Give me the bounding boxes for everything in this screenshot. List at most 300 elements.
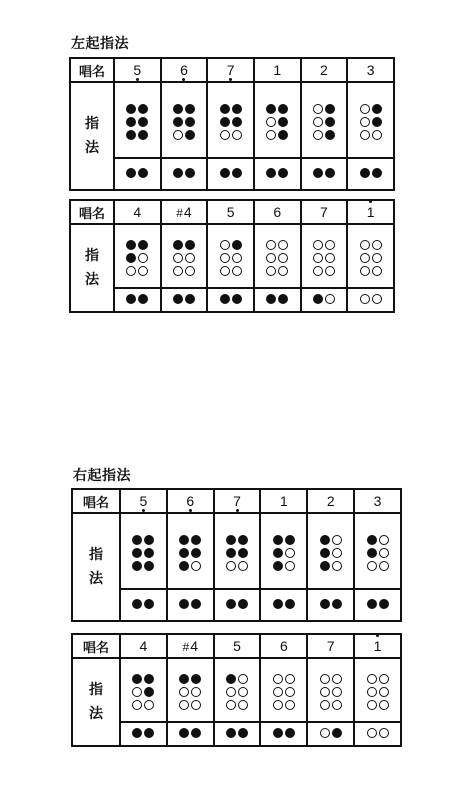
holes-cell	[167, 658, 214, 722]
holes-cell	[354, 722, 401, 746]
bottom-holes	[132, 728, 154, 738]
note-cell	[354, 634, 401, 658]
top-holes	[360, 104, 382, 140]
open-hole-icon	[313, 117, 323, 127]
top-holes	[220, 104, 242, 140]
hole-row	[360, 240, 382, 250]
note-cell	[307, 634, 354, 658]
bottom-holes-row	[70, 158, 394, 190]
top-holes	[220, 240, 242, 276]
top-holes	[360, 240, 382, 276]
open-hole-icon	[313, 104, 323, 114]
closed-hole-icon	[367, 548, 377, 558]
bottom-holes-row	[72, 722, 401, 746]
open-hole-icon	[332, 700, 342, 710]
note-cell	[307, 489, 354, 513]
note-name	[273, 204, 281, 220]
open-hole-icon	[232, 130, 242, 140]
fingering-label	[72, 658, 120, 746]
closed-hole-icon	[126, 294, 136, 304]
hole-row	[266, 130, 288, 140]
hole-row	[320, 548, 342, 558]
holes-cell	[260, 589, 307, 621]
open-hole-icon	[285, 548, 295, 558]
holes-cell	[167, 513, 214, 589]
closed-hole-icon	[179, 548, 189, 558]
open-hole-icon	[226, 700, 236, 710]
fingering-table	[69, 199, 395, 313]
open-hole-icon	[367, 700, 377, 710]
open-hole-icon	[332, 535, 342, 545]
hole-row	[360, 130, 382, 140]
closed-hole-icon	[278, 104, 288, 114]
closed-hole-icon	[232, 294, 242, 304]
open-hole-icon	[360, 104, 370, 114]
hole-row	[226, 700, 248, 710]
closed-hole-icon	[232, 104, 242, 114]
note-name	[140, 493, 148, 509]
open-hole-icon	[285, 674, 295, 684]
hole-row	[179, 687, 201, 697]
note-number: 1	[373, 638, 382, 654]
hole-row	[273, 687, 295, 697]
top-holes	[367, 535, 389, 571]
open-hole-icon	[313, 130, 323, 140]
closed-hole-icon	[144, 674, 154, 684]
hole-row	[320, 700, 342, 710]
top-holes	[266, 240, 288, 276]
fingering-label-text: 指法	[85, 248, 99, 288]
note-name	[183, 638, 198, 655]
closed-hole-icon	[360, 168, 370, 178]
closed-hole-icon	[226, 535, 236, 545]
open-hole-icon	[273, 700, 283, 710]
hole-row	[179, 674, 201, 684]
note-number: 3	[366, 62, 375, 78]
closed-hole-icon	[238, 548, 248, 558]
holes-cell	[354, 589, 401, 621]
closed-hole-icon	[273, 599, 283, 609]
closed-hole-icon	[226, 548, 236, 558]
holes-cell	[347, 224, 394, 288]
hole-row	[367, 548, 389, 558]
note-name	[176, 204, 191, 221]
note-cell	[260, 634, 307, 658]
open-hole-icon	[220, 266, 230, 276]
closed-hole-icon	[332, 599, 342, 609]
open-hole-icon	[313, 240, 323, 250]
closed-hole-icon	[367, 599, 377, 609]
header-label: 唱名	[72, 489, 120, 513]
hole-row	[313, 130, 335, 140]
hole-row	[173, 130, 195, 140]
closed-hole-icon	[191, 548, 201, 558]
open-hole-icon	[360, 117, 370, 127]
top-holes-row	[72, 513, 401, 589]
fingering-table	[71, 488, 402, 622]
top-holes	[320, 535, 342, 571]
open-hole-icon	[173, 130, 183, 140]
closed-hole-icon	[173, 240, 183, 250]
hole-row	[179, 535, 201, 545]
closed-hole-icon	[132, 561, 142, 571]
closed-hole-icon	[266, 294, 276, 304]
top-holes	[226, 535, 248, 571]
hole-row	[313, 266, 335, 276]
open-hole-icon	[273, 674, 283, 684]
closed-hole-icon	[278, 130, 288, 140]
open-hole-icon	[372, 266, 382, 276]
note-number: 4	[139, 638, 148, 654]
open-hole-icon	[285, 700, 295, 710]
note-cell	[301, 58, 348, 82]
hole-row	[360, 294, 382, 304]
open-hole-icon	[320, 700, 330, 710]
hole-row	[320, 728, 342, 738]
open-hole-icon	[132, 687, 142, 697]
top-holes	[313, 104, 335, 140]
closed-hole-icon	[144, 548, 154, 558]
section-title-right: 右起指法	[73, 468, 131, 484]
note-name	[186, 493, 194, 509]
open-hole-icon	[179, 700, 189, 710]
header-label: 唱名	[70, 58, 114, 82]
holes-cell	[214, 513, 261, 589]
closed-hole-icon	[220, 104, 230, 114]
holes-cell	[347, 82, 394, 158]
open-hole-icon	[360, 130, 370, 140]
open-hole-icon	[367, 728, 377, 738]
hole-row	[126, 253, 148, 263]
open-hole-icon	[126, 266, 136, 276]
hole-row	[320, 535, 342, 545]
top-holes-row	[70, 224, 394, 288]
closed-hole-icon	[320, 548, 330, 558]
hole-row	[220, 294, 242, 304]
open-hole-icon	[232, 266, 242, 276]
fingering-label-text: 指法	[85, 116, 99, 156]
hole-row	[220, 253, 242, 263]
open-hole-icon	[372, 130, 382, 140]
open-hole-icon	[379, 561, 389, 571]
holes-cell	[214, 589, 261, 621]
hole-row	[266, 168, 288, 178]
hole-row	[226, 548, 248, 558]
note-cell	[301, 200, 348, 224]
hole-row	[266, 294, 288, 304]
holes-cell	[120, 722, 167, 746]
open-hole-icon	[325, 294, 335, 304]
note-name	[327, 638, 335, 654]
closed-hole-icon	[132, 535, 142, 545]
top-holes	[273, 535, 295, 571]
holes-cell	[161, 224, 208, 288]
closed-hole-icon	[226, 728, 236, 738]
open-hole-icon	[220, 130, 230, 140]
hole-row	[313, 240, 335, 250]
closed-hole-icon	[173, 168, 183, 178]
closed-hole-icon	[238, 599, 248, 609]
holes-cell	[114, 158, 161, 190]
note-header-row	[70, 58, 394, 82]
hole-row	[320, 561, 342, 571]
closed-hole-icon	[144, 599, 154, 609]
note-cell	[167, 634, 214, 658]
note-name	[180, 62, 188, 78]
note-number: 4	[190, 637, 198, 654]
hole-row	[220, 240, 242, 250]
closed-hole-icon	[138, 104, 148, 114]
closed-hole-icon	[266, 104, 276, 114]
closed-hole-icon	[220, 294, 230, 304]
open-hole-icon	[179, 687, 189, 697]
note-name	[233, 638, 241, 654]
open-hole-icon	[220, 253, 230, 263]
note-name	[140, 638, 148, 654]
note-name	[367, 62, 375, 78]
hole-row	[266, 104, 288, 114]
note-number: 5	[226, 204, 235, 220]
note-number: 5	[139, 493, 148, 509]
open-hole-icon	[173, 253, 183, 263]
hole-row	[220, 266, 242, 276]
hole-row	[273, 700, 295, 710]
closed-hole-icon	[226, 599, 236, 609]
closed-hole-icon	[372, 104, 382, 114]
hole-row	[360, 117, 382, 127]
closed-hole-icon	[325, 117, 335, 127]
hole-row	[273, 561, 295, 571]
hole-row	[266, 117, 288, 127]
holes-cell	[254, 158, 301, 190]
note-number: 7	[326, 638, 335, 654]
hole-row	[367, 674, 389, 684]
open-hole-icon	[332, 548, 342, 558]
note-name	[327, 493, 335, 509]
hole-row	[126, 294, 148, 304]
hole-row	[173, 253, 195, 263]
open-hole-icon	[313, 266, 323, 276]
closed-hole-icon	[185, 130, 195, 140]
open-hole-icon	[273, 687, 283, 697]
hole-row	[179, 728, 201, 738]
hole-row	[132, 535, 154, 545]
fingering-label-text: 指法	[89, 547, 103, 587]
closed-hole-icon	[138, 294, 148, 304]
bottom-holes	[226, 599, 248, 609]
hole-row	[126, 240, 148, 250]
note-header-row	[72, 634, 401, 658]
bottom-holes	[173, 168, 195, 178]
closed-hole-icon	[191, 599, 201, 609]
holes-cell	[161, 158, 208, 190]
open-hole-icon	[266, 266, 276, 276]
hole-row	[179, 700, 201, 710]
closed-hole-icon	[185, 104, 195, 114]
open-hole-icon	[185, 266, 195, 276]
top-holes	[132, 674, 154, 710]
closed-hole-icon	[232, 168, 242, 178]
top-holes	[173, 240, 195, 276]
note-number: 2	[326, 493, 335, 509]
hole-row	[266, 240, 288, 250]
closed-hole-icon	[132, 548, 142, 558]
open-hole-icon	[372, 240, 382, 250]
top-holes	[320, 674, 342, 710]
open-hole-icon	[320, 728, 330, 738]
note-cell	[354, 489, 401, 513]
hole-row	[320, 687, 342, 697]
bottom-holes	[220, 168, 242, 178]
closed-hole-icon	[325, 168, 335, 178]
closed-hole-icon	[266, 168, 276, 178]
closed-hole-icon	[220, 168, 230, 178]
top-holes	[367, 674, 389, 710]
open-hole-icon	[379, 674, 389, 684]
note-name	[133, 204, 141, 220]
open-hole-icon	[238, 687, 248, 697]
note-cell	[120, 489, 167, 513]
top-holes-row	[72, 658, 401, 722]
hole-row	[132, 700, 154, 710]
open-hole-icon	[325, 253, 335, 263]
note-name	[374, 638, 382, 654]
closed-hole-icon	[126, 253, 136, 263]
open-hole-icon	[332, 687, 342, 697]
fingering-table	[69, 57, 395, 191]
closed-hole-icon	[191, 674, 201, 684]
open-hole-icon	[379, 548, 389, 558]
closed-hole-icon	[179, 674, 189, 684]
hole-row	[226, 674, 248, 684]
note-name	[227, 204, 235, 220]
open-hole-icon	[232, 253, 242, 263]
hole-row	[273, 674, 295, 684]
note-number: 1	[280, 493, 288, 509]
open-hole-icon	[325, 240, 335, 250]
holes-cell	[167, 722, 214, 746]
closed-hole-icon	[185, 294, 195, 304]
hole-row	[226, 599, 248, 609]
fingering-label-text: 指法	[89, 682, 103, 722]
note-number: 7	[226, 62, 235, 78]
holes-cell	[301, 224, 348, 288]
bottom-holes	[132, 599, 154, 609]
bottom-holes	[367, 728, 389, 738]
note-cell	[207, 58, 254, 82]
open-hole-icon	[320, 674, 330, 684]
closed-hole-icon	[232, 240, 242, 250]
closed-hole-icon	[379, 599, 389, 609]
bottom-holes	[320, 728, 342, 738]
hole-row	[173, 240, 195, 250]
bottom-holes	[179, 599, 201, 609]
open-hole-icon	[360, 266, 370, 276]
bottom-holes	[226, 728, 248, 738]
open-hole-icon	[379, 700, 389, 710]
closed-hole-icon	[313, 168, 323, 178]
hole-row	[132, 674, 154, 684]
hole-row	[273, 548, 295, 558]
note-cell	[214, 489, 261, 513]
hole-row	[367, 700, 389, 710]
hole-row	[367, 687, 389, 697]
open-hole-icon	[138, 266, 148, 276]
open-hole-icon	[266, 240, 276, 250]
note-cell	[254, 200, 301, 224]
closed-hole-icon	[144, 561, 154, 571]
note-number: 5	[233, 638, 241, 654]
note-cell	[347, 200, 394, 224]
note-name	[320, 204, 328, 220]
hole-row	[266, 253, 288, 263]
note-name	[374, 493, 382, 509]
hole-row	[220, 130, 242, 140]
hole-row	[126, 168, 148, 178]
hole-row	[220, 117, 242, 127]
hole-row	[360, 168, 382, 178]
closed-hole-icon	[191, 728, 201, 738]
bottom-holes	[367, 599, 389, 609]
note-number: 6	[186, 493, 195, 509]
hole-row	[173, 104, 195, 114]
note-cell	[260, 489, 307, 513]
closed-hole-icon	[367, 535, 377, 545]
closed-hole-icon	[325, 130, 335, 140]
holes-cell	[120, 658, 167, 722]
closed-hole-icon	[232, 117, 242, 127]
open-hole-icon	[266, 253, 276, 263]
open-hole-icon	[367, 674, 377, 684]
note-number: 5	[133, 62, 142, 78]
note-cell	[254, 58, 301, 82]
top-holes-row	[70, 82, 394, 158]
hole-row	[313, 104, 335, 114]
open-hole-icon	[138, 253, 148, 263]
open-hole-icon	[191, 561, 201, 571]
bottom-holes-row	[72, 589, 401, 621]
top-holes	[266, 104, 288, 140]
closed-hole-icon	[273, 535, 283, 545]
open-hole-icon	[238, 700, 248, 710]
holes-cell	[307, 658, 354, 722]
bottom-holes	[126, 294, 148, 304]
open-hole-icon	[360, 240, 370, 250]
hole-row	[360, 266, 382, 276]
note-number: 6	[180, 62, 188, 78]
holes-cell	[307, 513, 354, 589]
closed-hole-icon	[144, 728, 154, 738]
closed-hole-icon	[372, 117, 382, 127]
closed-hole-icon	[325, 104, 335, 114]
bottom-holes	[313, 168, 335, 178]
closed-hole-icon	[313, 294, 323, 304]
hole-row	[226, 561, 248, 571]
hole-row	[126, 266, 148, 276]
holes-cell	[120, 513, 167, 589]
closed-hole-icon	[179, 535, 189, 545]
holes-cell	[114, 288, 161, 312]
closed-hole-icon	[173, 117, 183, 127]
note-number: 6	[280, 638, 288, 654]
low-octave-dot-icon	[236, 509, 239, 512]
note-name	[233, 493, 241, 509]
open-hole-icon	[266, 130, 276, 140]
note-header-row	[72, 489, 401, 513]
holes-cell	[254, 82, 301, 158]
closed-hole-icon	[179, 728, 189, 738]
note-name	[133, 62, 141, 78]
